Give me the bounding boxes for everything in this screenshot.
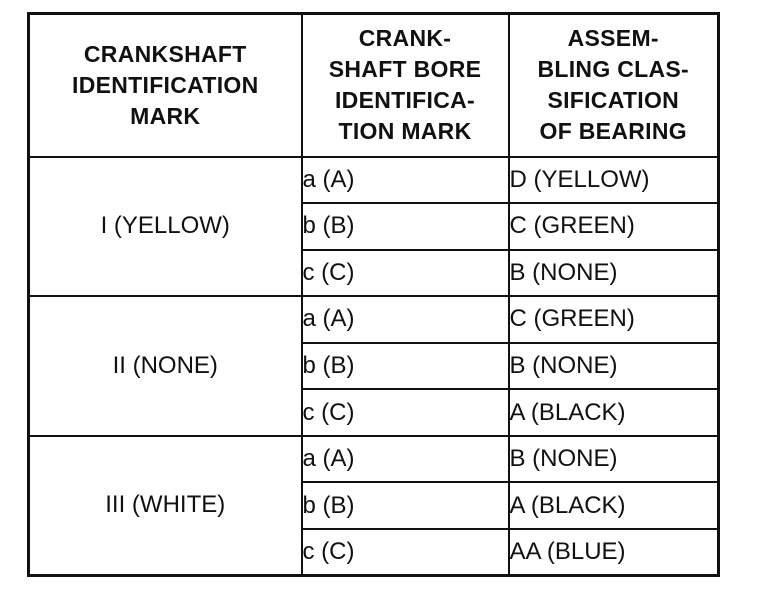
bore-mark-cell: a (A) [302,296,509,343]
crankshaft-mark-cell: III (WHITE) [29,436,302,576]
bore-mark-cell: a (A) [302,157,509,204]
bearing-class-cell: B (NONE) [509,250,719,297]
bearing-class-cell: C (GREEN) [509,203,719,250]
bore-mark-cell: c (C) [302,250,509,297]
table-row [29,436,719,483]
bearing-class-cell: B (NONE) [509,343,719,390]
header-bore-mark: CRANK- SHAFT BORE IDENTIFICA- TION MARK [302,14,509,157]
table-row [29,296,719,343]
bearing-class-cell: C (GREEN) [509,296,719,343]
bore-mark-cell: c (C) [302,389,509,436]
header-bearing-class: ASSEM- BLING CLAS- SIFICATION OF BEARING [509,14,719,157]
header-row [29,14,719,157]
header-crankshaft-mark: CRANKSHAFT IDENTIFICATION MARK [29,14,302,157]
bearing-class-cell: A (BLACK) [509,389,719,436]
bore-mark-cell: b (B) [302,203,509,250]
bore-mark-cell: a (A) [302,436,509,483]
table-row [29,157,719,204]
bearing-class-cell: AA (BLUE) [509,529,719,576]
bearing-selection-table [27,12,720,577]
bore-mark-cell: c (C) [302,529,509,576]
crankshaft-mark-cell: I (YELLOW) [29,157,302,297]
bore-mark-cell: b (B) [302,343,509,390]
crankshaft-mark-cell: II (NONE) [29,296,302,436]
bearing-class-cell: B (NONE) [509,436,719,483]
bore-mark-cell: b (B) [302,482,509,529]
bearing-class-cell: A (BLACK) [509,482,719,529]
bearing-class-cell: D (YELLOW) [509,157,719,204]
